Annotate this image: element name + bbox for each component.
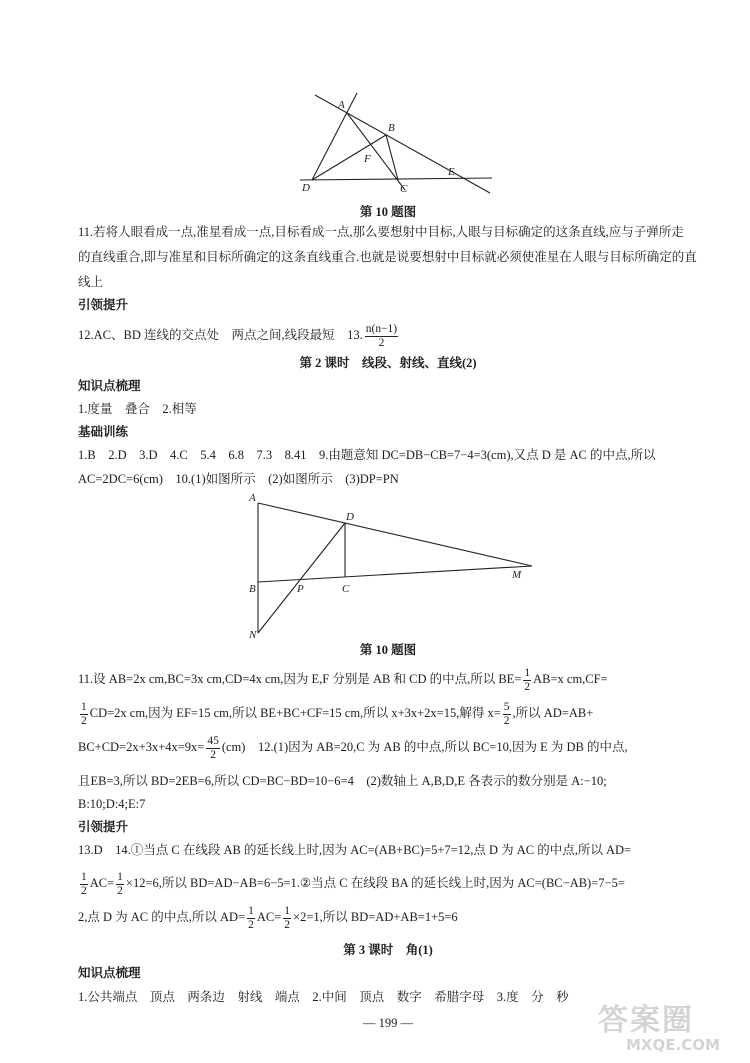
figure-caption: 第 10 题图: [359, 643, 417, 657]
fraction-numerator: 1: [81, 870, 87, 883]
watermark-site: MXQE.COM: [626, 1036, 720, 1054]
fraction: [523, 667, 531, 694]
section-heading: 基础训练: [78, 425, 129, 439]
fraction-numerator: 1: [248, 904, 254, 917]
top-geometry-figure: [295, 85, 495, 200]
segment-bm: [258, 566, 532, 582]
point-label-f: F: [364, 153, 371, 165]
section-heading: 引领提升: [78, 298, 129, 312]
answer-line: [78, 698, 593, 728]
fraction-numerator: n(n−1): [365, 322, 398, 335]
answer-text: AB=x cm,CF=: [533, 672, 608, 686]
fraction-numerator: 5: [503, 700, 510, 713]
section-heading: 引领提升: [78, 820, 129, 834]
fraction-numerator: 1: [524, 666, 531, 679]
answer-text: AC=: [89, 876, 115, 890]
figure-caption: 第 10 题图: [359, 205, 417, 219]
point-label-b: B: [388, 122, 395, 134]
fraction: [247, 905, 255, 932]
fraction-denominator: 2: [210, 748, 216, 761]
answer-text: 12.AC、BD 连线的交点处 两点之间,线段最短 13.: [78, 328, 363, 342]
section-heading: 知识点梳理: [78, 966, 141, 980]
segment-geometry-figure: [240, 490, 545, 645]
answer-text: AC=: [256, 910, 282, 924]
answer-line: [78, 664, 608, 694]
point-label-m: M: [512, 569, 522, 581]
answer-text: 2,点 D 为 AC 的中点,所以 AD=: [78, 910, 246, 924]
answer-line: [78, 732, 628, 762]
answer-line: 且EB=3,所以 BD=2EB=6,所以 CD=BC−BD=10−6=4 (2)数轴上 A,B,D,E 各表示的数分别是 A:−10;: [78, 774, 607, 788]
answer-text: (cm) 12.(1)因为 AB=20,C 为 AB 的中点,所以 BC=10,因为 E 为 DB 的中点,: [221, 740, 628, 754]
answer-text: ×12=6,所以 BD=AD−AB=6−5=1.②当点 C 在线段 BA 的延长线上时,因为 AC=(BC−AB)=7−5=: [125, 876, 625, 890]
point-label-n: N: [249, 629, 257, 641]
fraction-denominator: 2: [81, 884, 87, 897]
answer-text: CD=2x cm,因为 EF=15 cm,所以 BE+BC+CF=15 cm,所以 x+3x+2x=15,解得 x=: [89, 706, 501, 720]
answer-line: [78, 320, 400, 350]
lesson-title: 第 2 课时 线段、射线、直线(2): [299, 356, 477, 370]
answer-text: ×2=1,所以 BD=AD+AB=1+5=6: [293, 910, 458, 924]
fraction: [80, 701, 88, 728]
fraction-numerator: 1: [81, 700, 87, 713]
fraction-denominator: 2: [524, 680, 531, 693]
fraction-denominator: 2: [81, 714, 87, 727]
answer-line: [78, 902, 458, 932]
fraction-denominator: 2: [503, 714, 510, 727]
fraction: [503, 701, 511, 728]
fraction-denominator: 2: [248, 918, 254, 931]
line-ac-extended: [347, 113, 405, 190]
answer-text: 11.设 AB=2x cm,BC=3x cm,CD=4x cm,因为 E,F 分别是 AB 和 CD 的中点,所以 BE=: [78, 672, 522, 686]
answer-line: 13.D 14.①当点 C 在线段 AB 的延长线上时,因为 AC=(AB+BC)=5+7=12,点 D 为 AC 的中点,所以 AD=: [78, 843, 632, 857]
point-label-b: B: [249, 583, 256, 595]
fraction-denominator: 2: [117, 884, 123, 897]
fraction-numerator: 1: [284, 904, 291, 917]
fraction: [206, 735, 220, 762]
point-label-p: P: [297, 583, 304, 595]
point-label-d: D: [302, 182, 310, 194]
fraction: [80, 871, 88, 898]
fraction: [283, 905, 291, 932]
section-heading: 知识点梳理: [78, 379, 141, 393]
fraction-numerator: 1: [117, 870, 123, 883]
lesson-title: 第 3 课时 角(1): [343, 943, 433, 957]
page-number: — 199 —: [363, 1016, 413, 1030]
answer-line: 1.公共端点 顶点 两条边 射线 端点 2.中间 顶点 数字 希腊字母 3.度 分 秒: [78, 990, 569, 1004]
watermark-logo: 答案圈: [598, 1003, 694, 1038]
fraction: [116, 871, 124, 898]
fraction-denominator: 2: [284, 918, 291, 931]
segment-am: [258, 503, 532, 566]
answer-text: ,所以 AD=AB+: [512, 706, 594, 720]
point-label-a: A: [249, 492, 256, 504]
fraction-denominator: 2: [378, 336, 385, 349]
answer-line: 1.B 2.D 3.D 4.C 5.4 6.8 7.3 8.41 9.由题意知 DC=DB−CB=7−4=3(cm),又点 D 是 AC 的中点,所以: [78, 448, 656, 462]
answer-line: [78, 868, 625, 898]
fraction: [365, 323, 398, 350]
answer-line: 1.度量 叠合 2.相等: [78, 402, 197, 416]
point-label-a: A: [338, 99, 345, 111]
answer-line: 的直线重合,即与准星和目标所确定的这条直线重合.也就是说要想射中目标就必须使准星在人眼与目标所确定的直: [78, 250, 697, 264]
answer-line: 11.若将人眼看成一点,准星看成一点,目标看成一点,那么要想射中目标,人眼与目标确定的这条直线,应与子弹所走: [78, 225, 684, 239]
answer-line: AC=2DC=6(cm) 10.(1)如图所示 (2)如图所示 (3)DP=PN: [78, 472, 399, 486]
point-label-d: D: [346, 511, 354, 523]
answer-line: B:10;D:4;E:7: [78, 797, 146, 811]
point-label-c: C: [342, 583, 350, 595]
point-label-e: E: [448, 166, 455, 178]
answer-line: 线上: [78, 275, 104, 289]
point-label-c: C: [400, 183, 408, 195]
fraction-numerator: 45: [207, 734, 219, 747]
answer-text: BC+CD=2x+3x+4x=9x=: [78, 740, 205, 754]
